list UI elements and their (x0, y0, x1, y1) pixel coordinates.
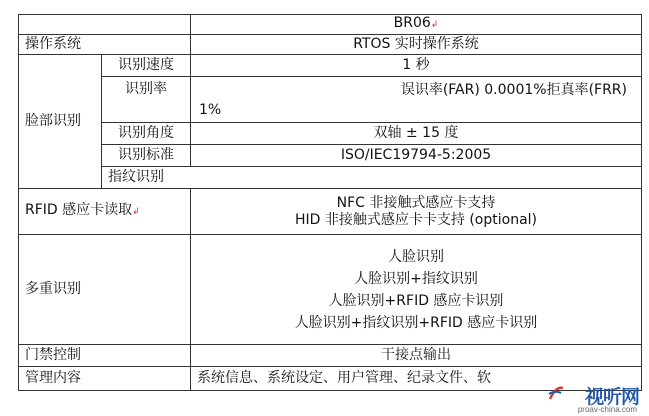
face-angle-value: 双轴 ± 15 度 (191, 123, 642, 145)
rfid-label-cell (19, 189, 191, 235)
spec-table (18, 14, 642, 391)
watermark-logo-icon (547, 384, 565, 402)
rfid-value (191, 189, 642, 235)
row-multi (19, 235, 642, 345)
multi-item: 人脸识别+指纹识别+RFID 感应卡识别 (294, 314, 538, 331)
multi-value (191, 235, 642, 345)
rfid-line2: HID 非接触式感应卡卡支持 (optional) (295, 211, 537, 228)
row-finger (19, 167, 642, 189)
row-face-angle (19, 123, 642, 145)
multi-item: 人脸识别+指纹识别 (354, 270, 478, 287)
os-value: RTOS 实时操作系统 (191, 35, 642, 55)
face-angle-label: 识别角度 (102, 123, 191, 145)
watermark-url: proav-china.com (577, 405, 637, 414)
row-face-speed (19, 55, 642, 77)
watermark-logo-text: 视听网 (584, 387, 639, 408)
row-os (19, 35, 642, 55)
access-value: 干接点输出 (191, 345, 642, 367)
face-rate-value (191, 77, 642, 123)
paragraph-mark-icon: ↲ (430, 20, 439, 30)
multi-item: 人脸识别 (388, 248, 444, 265)
mgmt-value: 系统信息、系统设定、用户管理、纪录文件、软 (191, 367, 642, 391)
model-name: BR06 (393, 15, 431, 31)
face-standard-label: 识别标准 (102, 145, 191, 167)
multi-label: 多重识别 (19, 235, 191, 345)
header-blank-cell (19, 15, 191, 35)
os-label: 操作系统 (19, 35, 191, 55)
face-rate-label: 识别率 (102, 77, 191, 123)
multi-item: 人脸识别+RFID 感应卡识别 (328, 292, 504, 309)
rfid-label: RFID 感应卡读取 (25, 202, 133, 218)
face-label: 脸部识别 (19, 55, 102, 189)
face-speed-label: 识别速度 (102, 55, 191, 77)
row-access (19, 345, 642, 367)
finger-label: 指纹识别 (102, 167, 642, 189)
model-cell (191, 15, 642, 35)
header-row (19, 15, 642, 35)
face-standard-value: ISO/IEC19794-5:2005 (191, 145, 642, 167)
face-speed-value: 1 秒 (191, 55, 642, 77)
paragraph-mark-icon: ↲ (132, 207, 140, 217)
watermark (543, 382, 639, 414)
face-rate-line2: 1% (199, 101, 222, 118)
access-label: 门禁控制 (19, 345, 191, 367)
rfid-line1: NFC 非接触式感应卡支持 (336, 194, 496, 211)
mgmt-label: 管理内容 (19, 367, 191, 391)
row-rfid (19, 189, 642, 235)
row-face-rate (19, 77, 642, 123)
face-rate-line1: 误识率(FAR) 0.0001%拒真率(FRR) (400, 81, 627, 98)
row-face-standard (19, 145, 642, 167)
